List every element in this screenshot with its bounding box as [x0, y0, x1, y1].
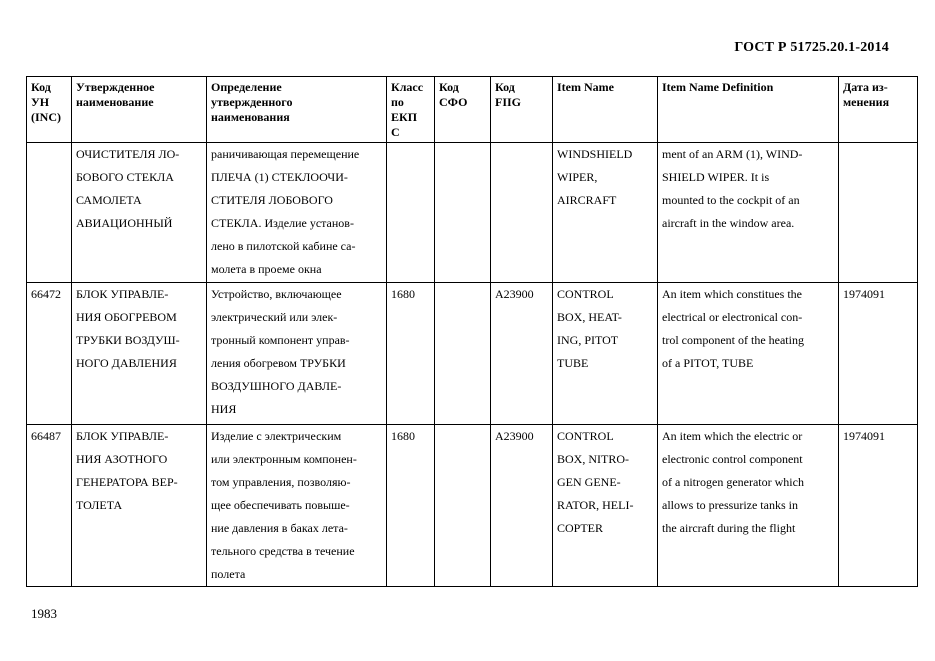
cell-text-line: BOX, NITRO-: [557, 452, 629, 466]
column-header-definition: [207, 77, 387, 143]
cell-text-line: COPTER: [557, 521, 604, 535]
cell-class: [387, 143, 435, 283]
cell-text-line: ние давления в баках лета-: [211, 521, 348, 535]
cell-text-line: ment of an ARM (1), WIND-: [662, 147, 803, 161]
cell-text-line: наименования: [211, 110, 290, 124]
column-header-sfo-code: [435, 77, 491, 143]
cell-text-line: по: [391, 95, 404, 109]
cell-text-line: ЕКП: [391, 110, 418, 124]
table-row: [27, 283, 918, 425]
cell-inc: [27, 143, 72, 283]
cell-text-line: наименование: [76, 95, 154, 109]
cell-text-line: CONTROL: [557, 429, 614, 443]
cell-text-line: БЛОК УПРАВЛЕ-: [76, 429, 169, 443]
cell-text-line: НИЯ: [211, 402, 237, 416]
cell-text-line: ВОЗДУШНОГО ДАВЛЕ-: [211, 379, 342, 393]
cell-change-date: 1974091: [839, 283, 918, 425]
cell-text-line: НИЯ АЗОТНОГО: [76, 452, 168, 466]
cell-text-line: Item Name Definition: [662, 80, 774, 94]
cell-text-line: ТОЛЕТА: [76, 498, 123, 512]
cell-item-definition: [658, 143, 839, 283]
cell-text-line: БЛОК УПРАВЛЕ-: [76, 287, 169, 301]
cell-text-line: НОГО ДАВЛЕНИЯ: [76, 356, 177, 370]
cell-approved-name: [72, 425, 207, 587]
document-code: ГОСТ Р 51725.20.1-2014: [734, 40, 889, 55]
cell-item-definition: [658, 425, 839, 587]
cell-text-line: САМОЛЕТА: [76, 193, 142, 207]
cell-class: 1680: [387, 425, 435, 587]
cell-text-line: trol component of the heating: [662, 333, 804, 347]
cell-text-line: Дата из-: [843, 80, 888, 94]
cell-text-line: ПЛЕЧА (1) СТЕКЛООЧИ-: [211, 170, 348, 184]
catalog-table: [26, 76, 918, 587]
cell-text-line: Устройство, включающее: [211, 287, 342, 301]
cell-text-line: ТРУБКИ ВОЗДУШ-: [76, 333, 180, 347]
cell-text-line: С: [391, 125, 400, 139]
cell-text-line: утвержденного: [211, 95, 293, 109]
cell-text-line: BOX, HEAT-: [557, 310, 622, 324]
cell-item-name: [553, 425, 658, 587]
column-header-inc: [27, 77, 72, 143]
cell-text-line: SHIELD WIPER. It is: [662, 170, 770, 184]
cell-definition: [207, 143, 387, 283]
column-header-fiig-code: [491, 77, 553, 143]
cell-text-line: СТЕКЛА. Изделие установ-: [211, 216, 354, 230]
cell-text-line: Класс: [391, 80, 424, 94]
cell-text-line: АВИАЦИОННЫЙ: [76, 216, 173, 230]
cell-fiig-code: A23900: [491, 283, 553, 425]
cell-text-line: СФО: [439, 95, 468, 109]
cell-text-line: ГЕНЕРАТОРА ВЕР-: [76, 475, 178, 489]
column-header-item-name: [553, 77, 658, 143]
cell-item-name: [553, 283, 658, 425]
cell-text-line: НИЯ ОБОГРЕВОМ: [76, 310, 177, 324]
cell-text-line: CONTROL: [557, 287, 614, 301]
cell-text-line: of a PITOT, TUBE: [662, 356, 754, 370]
cell-item-definition: [658, 283, 839, 425]
cell-sfo-code: [435, 143, 491, 283]
cell-text-line: Определение: [211, 80, 282, 94]
cell-text-line: mounted to the cockpit of an: [662, 193, 800, 207]
cell-text-line: allows to pressurize tanks in: [662, 498, 798, 512]
cell-text-line: или электронным компонен-: [211, 452, 357, 466]
cell-text-line: раничивающая перемещение: [211, 147, 360, 161]
cell-text-line: electronic control component: [662, 452, 803, 466]
cell-text-line: (INC): [31, 110, 61, 124]
cell-text-line: electrical or electronical con-: [662, 310, 803, 324]
cell-sfo-code: [435, 425, 491, 587]
cell-text-line: An item which constitues the: [662, 287, 802, 301]
page-number: 1983: [31, 606, 57, 621]
cell-text-line: том управления, позволяю-: [211, 475, 351, 489]
cell-change-date: [839, 143, 918, 283]
cell-text-line: электрический или элек-: [211, 310, 338, 324]
column-header-change-date: [839, 77, 918, 143]
cell-text-line: ОЧИСТИТЕЛЯ ЛО-: [76, 147, 180, 161]
cell-text-line: ING, PITOT: [557, 333, 619, 347]
cell-text-line: GEN GENE-: [557, 475, 621, 489]
cell-text-line: СТИТЕЛЯ ЛОБОВОГО: [211, 193, 333, 207]
cell-text-line: Изделие с электрическим: [211, 429, 342, 443]
cell-approved-name: [72, 143, 207, 283]
cell-text-line: of a nitrogen generator which: [662, 475, 804, 489]
cell-text-line: ления обогревом ТРУБКИ: [211, 356, 346, 370]
cell-text-line: УН: [31, 95, 50, 109]
cell-item-name: [553, 143, 658, 283]
cell-text-line: тронный компонент управ-: [211, 333, 350, 347]
cell-text-line: БОВОГО СТЕКЛА: [76, 170, 174, 184]
cell-text-line: Утвержденное: [76, 80, 155, 94]
cell-text-line: тельного средства в течение: [211, 544, 355, 558]
column-header-approved-name: [72, 77, 207, 143]
cell-text-line: Код: [495, 80, 515, 94]
cell-text-line: полета: [211, 567, 246, 581]
cell-class: 1680: [387, 283, 435, 425]
cell-text-line: the aircraft during the flight: [662, 521, 796, 535]
cell-text-line: WINDSHIELD: [557, 147, 633, 161]
cell-text-line: менения: [843, 95, 890, 109]
table-row: [27, 425, 918, 587]
cell-fiig-code: [491, 143, 553, 283]
cell-change-date: 1974091: [839, 425, 918, 587]
cell-text-line: An item which the electric or: [662, 429, 803, 443]
cell-text-line: WIPER,: [557, 170, 598, 184]
cell-sfo-code: [435, 283, 491, 425]
cell-text-line: aircraft in the window area.: [662, 216, 795, 230]
cell-text-line: Код: [439, 80, 459, 94]
cell-definition: [207, 425, 387, 587]
cell-text-line: Код: [31, 80, 51, 94]
cell-text-line: RATOR, HELI-: [557, 498, 634, 512]
table-row: [27, 143, 918, 283]
cell-inc: 66487: [27, 425, 72, 587]
cell-text-line: Item Name: [557, 80, 614, 94]
cell-text-line: TUBE: [557, 356, 589, 370]
cell-definition: [207, 283, 387, 425]
cell-approved-name: [72, 283, 207, 425]
cell-text-line: лено в пилотской кабине са-: [211, 239, 356, 253]
table-header-row: [27, 77, 918, 143]
cell-text-line: FIIG: [495, 95, 522, 109]
cell-text-line: AIRCRAFT: [557, 193, 617, 207]
cell-fiig-code: A23900: [491, 425, 553, 587]
cell-text-line: щее обеспечивать повыше-: [211, 498, 350, 512]
column-header-class: [387, 77, 435, 143]
column-header-item-name-definition: [658, 77, 839, 143]
cell-text-line: молета в проеме окна: [211, 262, 322, 276]
cell-inc: 66472: [27, 283, 72, 425]
